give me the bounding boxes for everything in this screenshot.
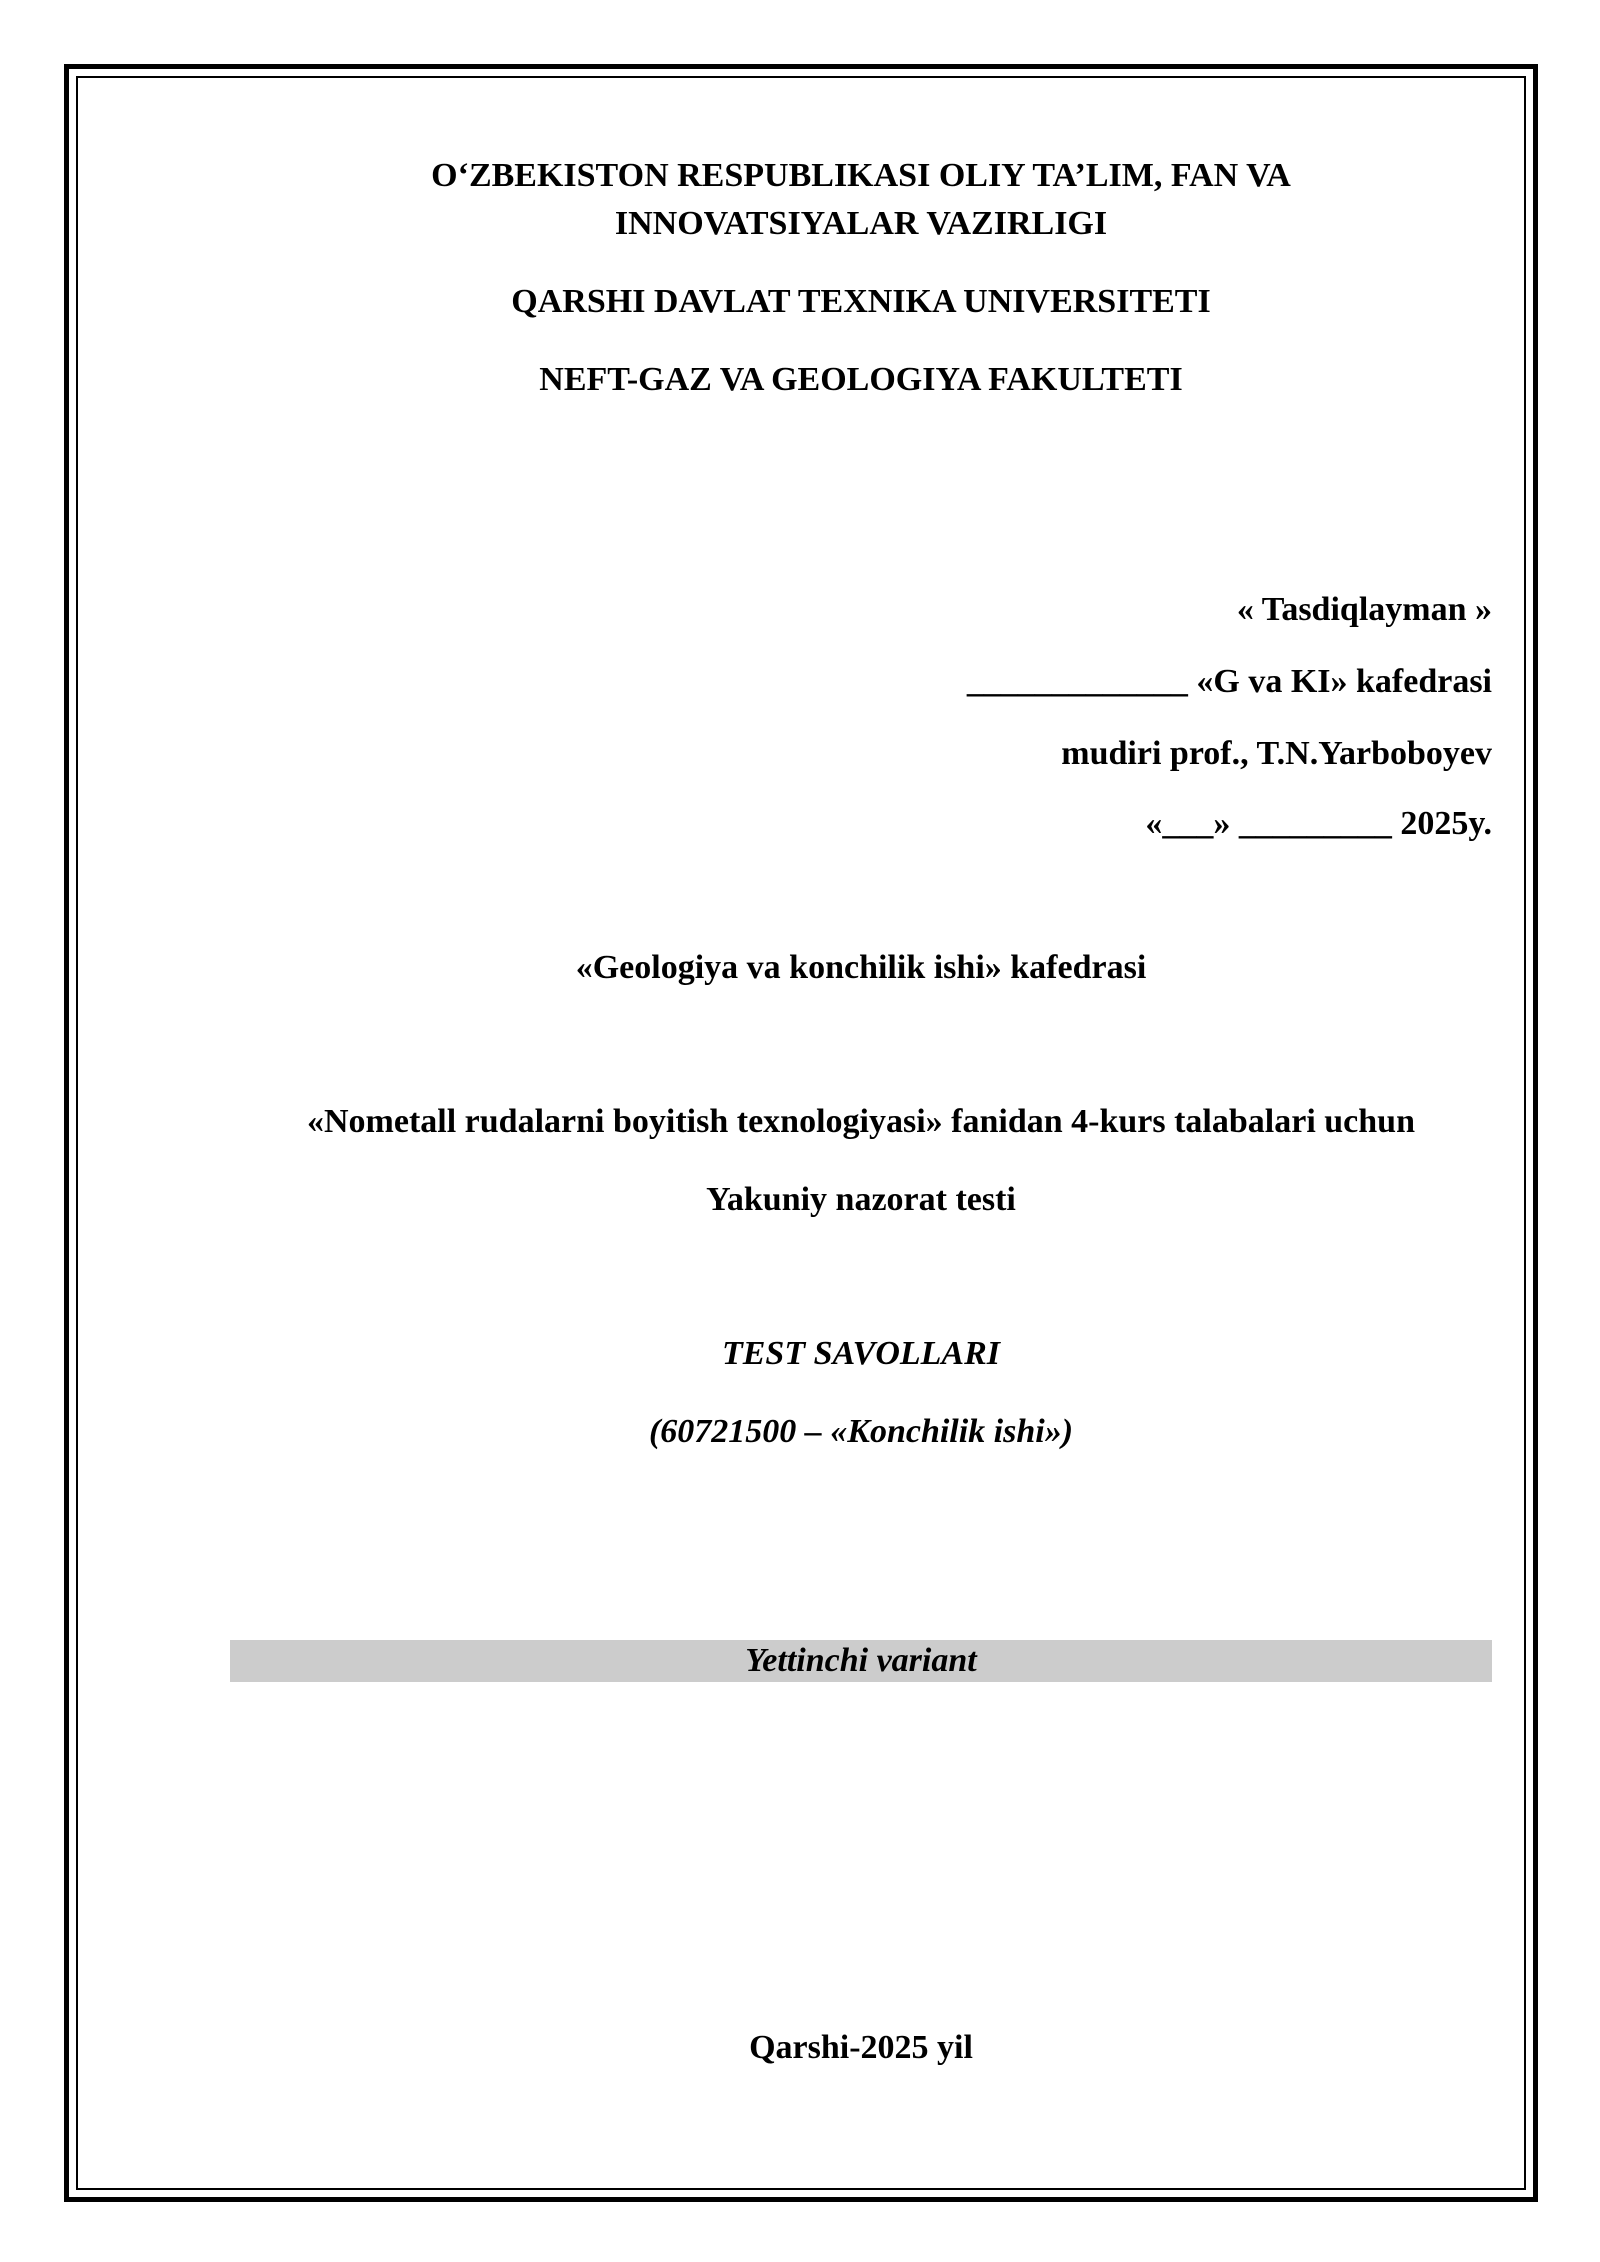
approval-department-line: _____________ «G va KI» kafedrasi (966, 663, 1492, 700)
approval-head-line: mudiri prof., T.N.Yarboboyev (1061, 735, 1492, 772)
university-name: QARSHI DAVLAT TEXNIKA UNIVERSITETI (511, 283, 1211, 320)
approval-date-line: «___» _________ 2025y. (1145, 805, 1492, 842)
approval-title: « Tasdiqlayman » (1236, 591, 1492, 628)
department-name: «Geologiya va konchilik ishi» kafedrasi (575, 949, 1147, 986)
variant-banner (230, 1640, 1492, 1682)
ministry-line-2: INNOVATSIYALAR VAZIRLIGI (614, 205, 1108, 242)
variant-label: Yettinchi variant (745, 1642, 977, 1679)
faculty-name: NEFT-GAZ VA GEOLOGIYA FAKULTETI (539, 361, 1183, 398)
footer-city-year: Qarshi-2025 yil (749, 2029, 973, 2066)
subject-line: «Nometall rudalarni boyitish texnologiyasi» fanidan 4-kurs talabalari uchun (307, 1103, 1415, 1140)
specialty-code: (60721500 – «Konchilik ishi») (648, 1413, 1074, 1450)
test-title: TEST SAVOLLARI (721, 1335, 1001, 1372)
ministry-line-1: O‘ZBEKISTON RESPUBLIKASI OLIY TA’LIM, FAN VA (431, 157, 1291, 194)
exam-title: Yakuniy nazorat testi (706, 1181, 1016, 1218)
